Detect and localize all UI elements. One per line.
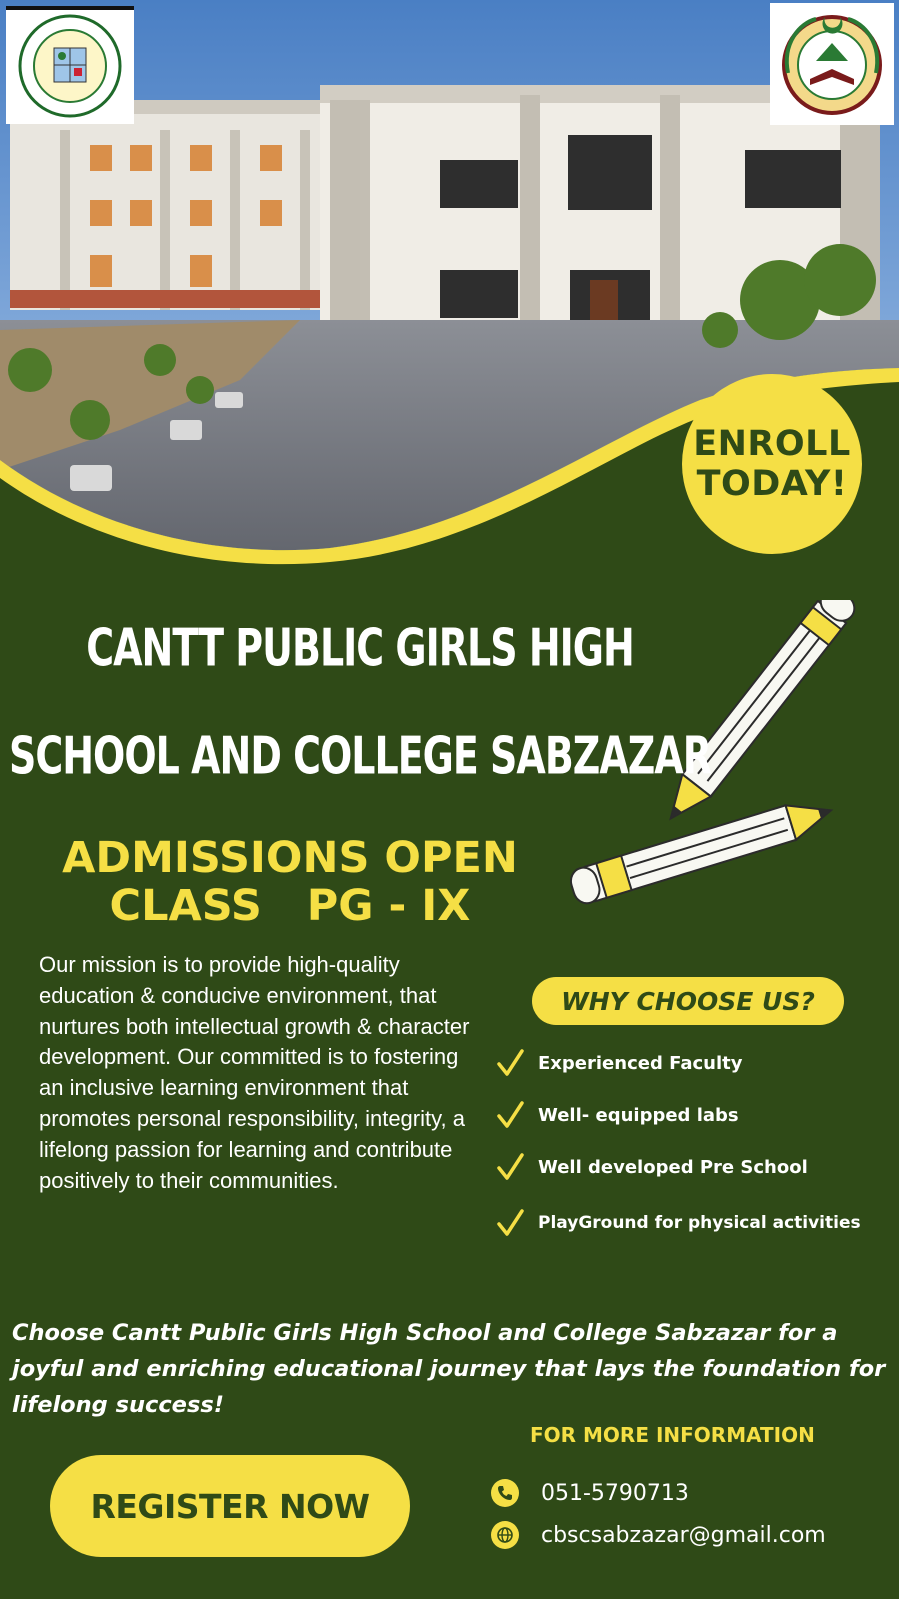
enroll-today-text: ENROLL TODAY!	[693, 424, 851, 504]
feature-item	[496, 1152, 808, 1182]
school-crest-logo	[770, 3, 894, 125]
enroll-today-badge	[682, 374, 862, 554]
feature-label: Experienced Faculty	[538, 1052, 743, 1074]
feature-item	[496, 1100, 739, 1130]
feature-label: Well- equipped labs	[538, 1104, 739, 1126]
closing-statement: Choose Cantt Public Girls High School and College Sabzazar for a joyful and enriching educational journey that lays the foundation for lifelong success!	[12, 1320, 886, 1418]
feature-item	[496, 1048, 742, 1078]
checkmark-icon	[496, 1208, 524, 1238]
checkmark-icon	[496, 1152, 524, 1182]
feature-item	[496, 1208, 861, 1238]
checkmark-icon	[496, 1100, 524, 1130]
more-information-heading: FOR MORE INFORMATION	[530, 1423, 815, 1447]
email-contact[interactable]	[491, 1521, 826, 1549]
why-choose-us-heading	[532, 977, 844, 1025]
admissions-class-range: CLASS PG - IX	[109, 881, 471, 931]
school-title-line2: SCHOOL AND COLLEGE SABZAZAR	[9, 726, 711, 786]
phone-number: 051-5790713	[541, 1480, 689, 1506]
register-now-button[interactable]	[50, 1455, 410, 1557]
admissions-open-heading: ADMISSIONS OPEN	[62, 833, 518, 883]
school-title-line1: CANTT PUBLIC GIRLS HIGH	[86, 618, 634, 678]
globe-icon	[491, 1521, 519, 1549]
ministry-of-defence-logo	[6, 6, 134, 124]
checkmark-icon	[496, 1048, 524, 1078]
email-address: cbscsabzazar@gmail.com	[541, 1522, 826, 1548]
register-now-label: REGISTER NOW	[90, 1486, 370, 1526]
phone-contact[interactable]	[491, 1479, 689, 1507]
feature-label: Well developed Pre School	[538, 1156, 808, 1178]
mission-statement: Our mission is to provide high-quality education & conducive environment, that nurtures both intellectual growth & character development. Our committed is to fostering an inclusive learning environment that promotes personal responsibility, integrity, a lifelong passion for learning and contribute positively to their communities.	[39, 952, 470, 1193]
feature-label: PlayGround for physical activities	[538, 1213, 861, 1233]
phone-icon	[491, 1479, 519, 1507]
why-choose-us-label: WHY CHOOSE US?	[561, 986, 815, 1016]
